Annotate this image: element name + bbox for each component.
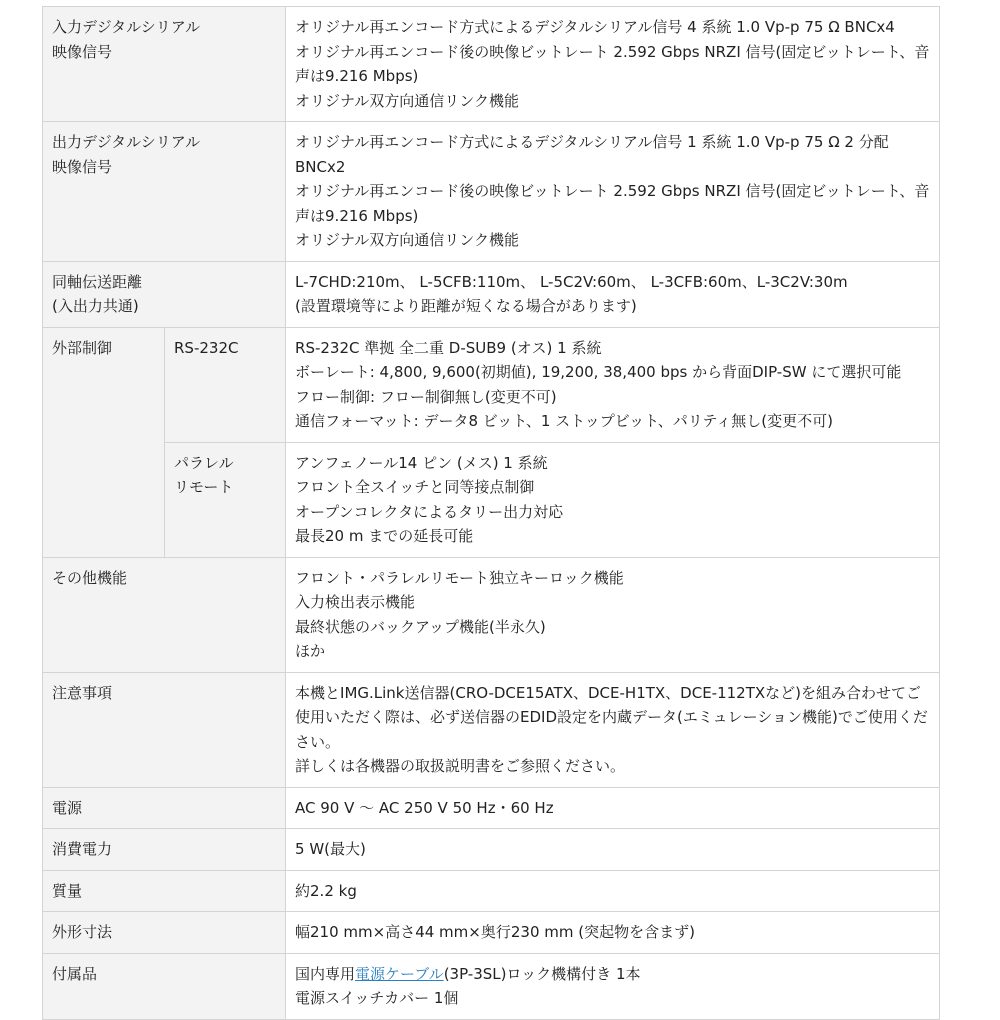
accessory-suffix: (3P-3SL)ロック機構付き 1本 <box>443 964 641 983</box>
row-external-control-parallel <box>43 442 940 557</box>
row-external-control-rs232c <box>43 327 940 442</box>
label-line: 注意事項 <box>52 683 113 702</box>
value-line: RS-232C 準拠 全二重 D-SUB9 (オス) 1 系統 <box>295 338 602 357</box>
row-label <box>43 870 286 912</box>
row-value <box>286 787 940 829</box>
row-label <box>43 953 286 1019</box>
value-line: オープンコレクタによるタリー出力対応 <box>295 502 564 521</box>
value-line: 通信フォーマット: データ8 ビット、1 ストップビット、パリティ無し(変更不可) <box>295 412 833 430</box>
row-output-signal <box>43 122 940 262</box>
value-line: ほか <box>295 642 326 660</box>
row-notes <box>43 672 940 787</box>
row-value <box>286 442 940 557</box>
row-label <box>43 7 286 122</box>
row-label <box>43 122 286 262</box>
label-line: 電源 <box>52 798 83 817</box>
accessory-prefix: 国内専用 <box>295 964 356 983</box>
value-line: (設置環境等により距離が短くなる場合があります) <box>295 297 637 315</box>
value-line: オリジナル双方向通信リンク機能 <box>295 231 519 249</box>
row-label <box>43 327 165 557</box>
label-line: 外部制御 <box>52 338 113 357</box>
power-cable-link[interactable]: 電源ケーブル <box>355 964 444 983</box>
value-line: AC 90 V 〜 AC 250 V 50 Hz・60 Hz <box>295 798 554 817</box>
sublabel-line: RS-232C <box>174 338 239 357</box>
value-line: 本機とIMG.Link送信器(CRO-DCE15ATX、DCE-H1TX、DCE-112TXなど)を組み合わせてご使用いただく際は、必ず送信器のEDID設定を内蔵データ(エミュレーション機能)でご使用ください。 <box>295 683 928 751</box>
row-value <box>286 672 940 787</box>
value-line: オリジナル再エンコード方式によるデジタルシリアル信号 4 系統 1.0 Vp-p 75 Ω BNCx4 <box>295 18 895 36</box>
value-line: オリジナル再エンコード後の映像ビットレート 2.592 Gbps NRZI 信号(固定ビットレート、音声は9.216 Mbps) <box>295 42 930 85</box>
label-line: 付属品 <box>52 964 98 983</box>
label-line: 消費電力 <box>52 840 113 858</box>
value-line: 約2.2 kg <box>295 881 357 900</box>
row-accessories <box>43 953 940 1019</box>
label-line: その他機能 <box>52 568 128 587</box>
value-line: 最長20 m までの延長可能 <box>295 527 474 545</box>
value-line <box>295 962 931 987</box>
value-line: オリジナル再エンコード方式によるデジタルシリアル信号 1 系統 1.0 Vp-p 75 Ω 2 分配 BNCx2 <box>295 133 889 176</box>
row-value <box>286 557 940 672</box>
row-sublabel <box>165 327 286 442</box>
value-line: アンフェノール14 ピン (メス) 1 系統 <box>295 453 548 472</box>
row-label <box>43 912 286 954</box>
value-line: フロント・パラレルリモート独立キーロック機能 <box>295 568 624 587</box>
value-line: オリジナル再エンコード後の映像ビットレート 2.592 Gbps NRZI 信号(固定ビットレート、音声は9.216 Mbps) <box>295 182 930 225</box>
row-mass <box>43 870 940 912</box>
row-label <box>43 829 286 871</box>
row-dimensions <box>43 912 940 954</box>
value-line: フロー制御: フロー制御無し(変更不可) <box>295 387 557 406</box>
label-line: 映像信号 <box>52 42 113 61</box>
row-label <box>43 672 286 787</box>
sublabel-line: パラレル <box>174 453 234 472</box>
row-label <box>43 261 286 327</box>
label-line: 外形寸法 <box>52 923 113 941</box>
row-label <box>43 557 286 672</box>
label-line: (入出力共通) <box>52 297 139 315</box>
label-line: 同軸伝送距離 <box>52 272 143 291</box>
row-consumption <box>43 829 940 871</box>
value-line: 入力検出表示機能 <box>295 593 416 611</box>
value-line: 詳しくは各機器の取扱説明書をご参照ください。 <box>295 757 626 775</box>
value-line: 電源スイッチカバー 1個 <box>295 989 459 1007</box>
label-line: 入力デジタルシリアル <box>52 18 201 36</box>
row-value <box>286 327 940 442</box>
row-value <box>286 261 940 327</box>
row-value <box>286 829 940 871</box>
value-line: 最終状態のバックアップ機能(半永久) <box>295 617 546 636</box>
row-value <box>286 912 940 954</box>
row-power <box>43 787 940 829</box>
row-sublabel <box>165 442 286 557</box>
value-line: ボーレート: 4,800, 9,600(初期値), 19,200, 38,400 bps から背面DIP-SW にて選択可能 <box>295 363 902 381</box>
value-line: 幅210 mm×高さ44 mm×奥行230 mm (突起物を含まず) <box>295 923 695 941</box>
row-coax-distance <box>43 261 940 327</box>
row-value <box>286 953 940 1019</box>
label-line: 質量 <box>52 881 83 900</box>
sublabel-line: リモート <box>174 478 234 496</box>
row-input-signal <box>43 7 940 122</box>
row-label <box>43 787 286 829</box>
value-line: 5 W(最大) <box>295 840 366 858</box>
row-value <box>286 122 940 262</box>
label-line: 出力デジタルシリアル <box>52 133 201 151</box>
label-line: 映像信号 <box>52 157 113 176</box>
value-line: フロント全スイッチと同等接点制御 <box>295 478 535 496</box>
value-line: オリジナル双方向通信リンク機能 <box>295 91 519 110</box>
spec-table <box>42 6 940 1020</box>
row-value <box>286 870 940 912</box>
row-value <box>286 7 940 122</box>
row-other-functions <box>43 557 940 672</box>
value-line: L-7CHD:210m、 L-5CFB:110m、 L-5C2V:60m、 L-3CFB:60m、L-3C2V:30m <box>295 272 848 291</box>
